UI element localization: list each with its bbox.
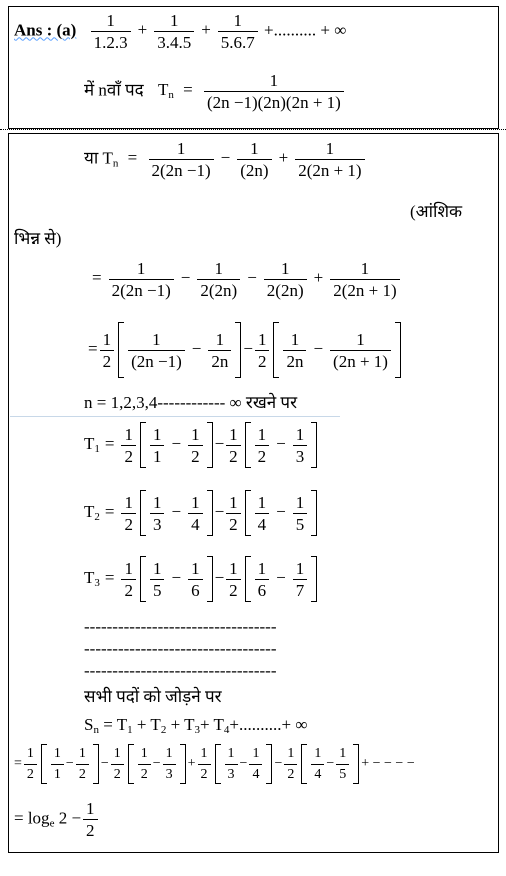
term-t1: $T_1$ = $\frac{1}{2}$ $\frac{1}{1}$ − $\frac{1}{2}$ − $\frac{1}{2}$ $\frac{1}{2}$ − $\frac{1}{3}$ [84, 422, 319, 468]
nth-term-den: (2n −1)(2n)(2n + 1) [204, 91, 344, 111]
nth-term-line: में nवाँ पद $T_n$ = $\frac{1}{(2n -1)(2n)(2n + 1)}$ [84, 72, 346, 111]
ans-series-line: Ans : (a) $\frac{1}{1.2.3}$ + $\frac{1}{3.4.5}$ + $\frac{1}{5.6.7}$ +.......... + ∞ [14, 11, 347, 52]
dash-line-2: ---------------------------------- [84, 639, 277, 658]
series-tail: +.......... + ∞ [264, 20, 347, 40]
separator [0, 129, 506, 130]
series-den-3: 5.6.7 [218, 31, 258, 51]
big-sum-tail: + − − − − [361, 756, 415, 772]
put-n-line: n = 1,2,3,4------------ ∞ रखने पर [84, 393, 298, 412]
ans-label: Ans : (a) [14, 20, 77, 40]
partial-note-2: भिन्न से) [14, 229, 62, 248]
sum-label: सभी पदों को जोड़ने पर [84, 687, 222, 706]
result-line: = $\log_e 2$ − $\frac{1}{2}$ [14, 800, 100, 839]
partial-fraction-line: या $T_n$ = $\frac{1}{2(2n -1)}$ − $\frac{1}{(2n)}$ + $\frac{1}{2(2n + 1)}$ [84, 140, 367, 179]
faint-rule [10, 416, 340, 417]
term-t2: $T_2$ = $\frac{1}{2}$ $\frac{1}{3}$ − $\frac{1}{4}$ − $\frac{1}{2}$ $\frac{1}{4}$ − $\frac{1}{5}$ [84, 490, 319, 536]
sn-line: $S_n = T_1 + T_2 + T_3+ T_4+..........+$ ∞ [84, 715, 308, 736]
series-den-2: 3.4.5 [154, 31, 194, 51]
dash-line-3: ---------------------------------- [84, 661, 277, 680]
dash-line-1: ---------------------------------- [84, 617, 277, 636]
series-den-1: 1.2.3 [91, 31, 131, 51]
big-sum-line: = $\frac{1}{2}$ $\frac{1}{1}$ − $\frac{1}{2}$ − $\frac{1}{2}$ $\frac{1}{2}$ − $\frac{1}{3}$ + $\frac{1}{2}$ $\frac{1}{3}$ − $\frac{1}{4}$ − $\frac{1}{2}$ $\frac{1}{4}$ − $\frac{1}{5}$ + − − − − [14, 744, 415, 784]
term-t3: $T_3$ = $\frac{1}{2}$ $\frac{1}{5}$ − $\frac{1}{6}$ − $\frac{1}{2}$ $\frac{1}{6}$ − $\frac{1}{7}$ [84, 556, 319, 602]
partial-note-1: (आंशिक [410, 202, 463, 221]
step1-line: = $\frac{1}{2(2n -1)}$ − $\frac{1}{2(2n)}$ − $\frac{1}{2(2n)}$ + $\frac{1}{2(2n + 1)}$ [92, 260, 402, 299]
nth-term-prefix: में nवाँ पद [84, 80, 144, 100]
step2-line: = $\frac{1}{2}$ $\frac{1}{(2n -1)}$ − $\frac{1}{2n}$ − $\frac{1}{2}$ $\frac{1}{2n}$ − $\frac{1}{(2n + 1)}$ [88, 322, 403, 378]
